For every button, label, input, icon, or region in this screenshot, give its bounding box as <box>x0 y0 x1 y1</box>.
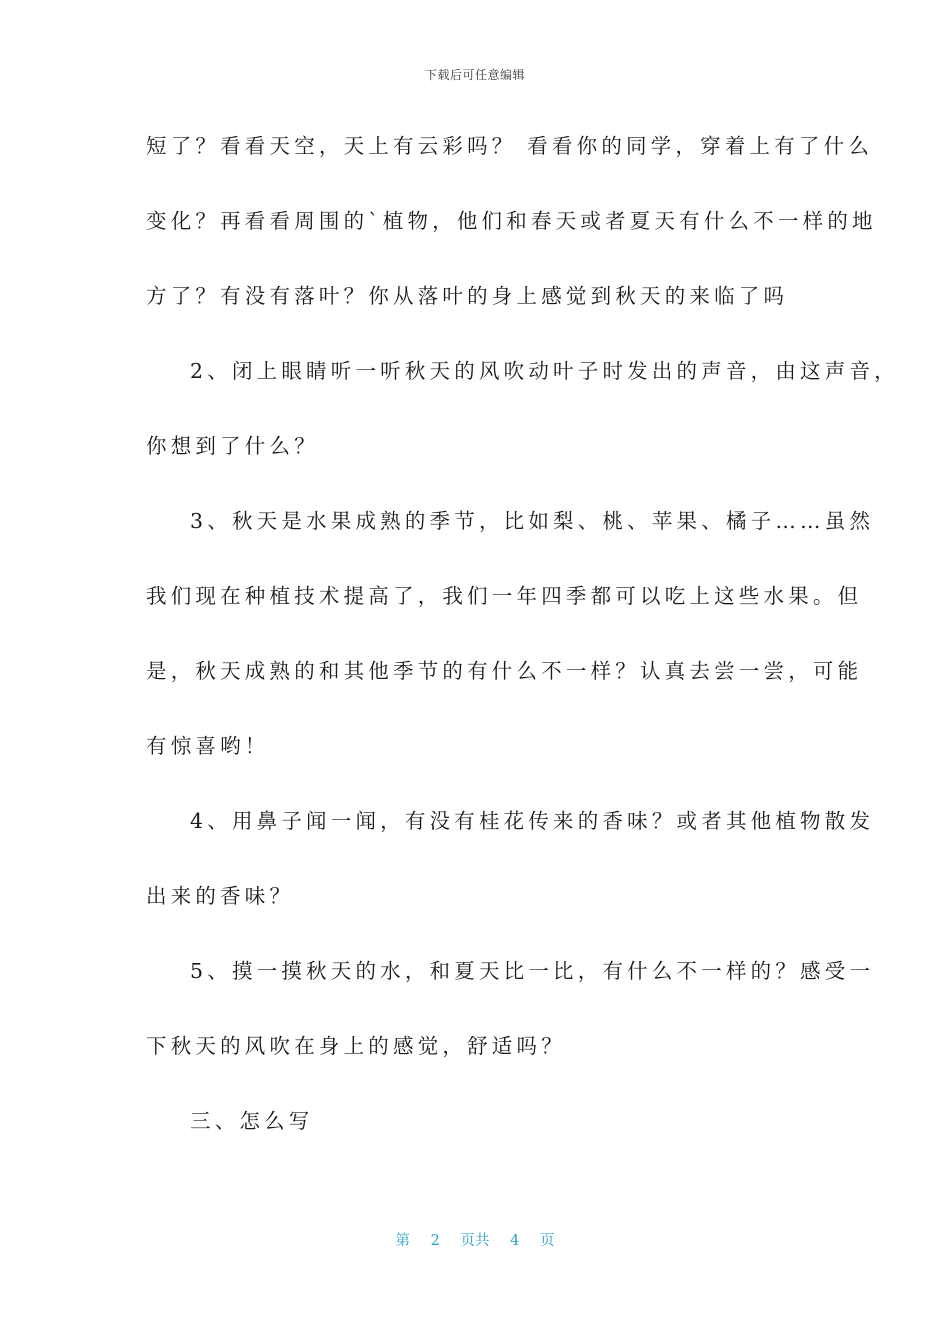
footer-ye-gong: 页共 <box>460 1233 490 1249</box>
body-line-10: 4、用鼻子闻一闻，有没有桂花传来的香味？或者其他植物散发 <box>190 809 875 833</box>
document-body <box>146 128 899 1178</box>
body-line-9: 有惊喜哟！ <box>146 734 270 758</box>
section-heading: 三、怎么写 <box>190 1109 314 1133</box>
body-line-8: 是，秋天成熟的和其他季节的有什么不一样？认真去尝一尝，可能 <box>146 659 863 683</box>
footer-di: 第 <box>395 1233 411 1249</box>
body-line-7: 我们现在种植技术提高了，我们一年四季都可以吃上这些水果。但 <box>146 584 863 608</box>
body-line-2: 变化？再看看周围的`植物，他们和春天或者夏天有什么不一样的地 <box>146 209 877 233</box>
body-line-3: 方了？有没有落叶？你从落叶的身上感觉到秋天的来临了吗 <box>146 284 789 308</box>
page-header: 下载后可任意编辑 <box>424 68 525 82</box>
body-line-12: 5、摸一摸秋天的水，和夏天比一比，有什么不一样的？感受一 <box>190 959 875 983</box>
page-footer <box>0 1229 950 1250</box>
body-line-5: 你想到了什么？ <box>146 434 319 458</box>
footer-ye: 页 <box>539 1233 555 1249</box>
body-line-13: 下秋天的风吹在身上的感觉，舒适吗？ <box>146 1034 566 1058</box>
body-line-11: 出来的香味？ <box>146 884 295 908</box>
body-line-6: 3、秋天是水果成熟的季节，比如梨、桃、苹果、橘子……虽然 <box>190 509 875 533</box>
footer-total-pages: 4 <box>510 1233 520 1249</box>
body-line-4: 2、闭上眼睛听一听秋天的风吹动叶子时发出的声音，由这声音， <box>190 359 899 383</box>
body-line-1: 短了？看看天空，天上有云彩吗？ 看看你的同学，穿着上有了什么 <box>146 134 874 158</box>
footer-page-number: 2 <box>430 1233 440 1249</box>
